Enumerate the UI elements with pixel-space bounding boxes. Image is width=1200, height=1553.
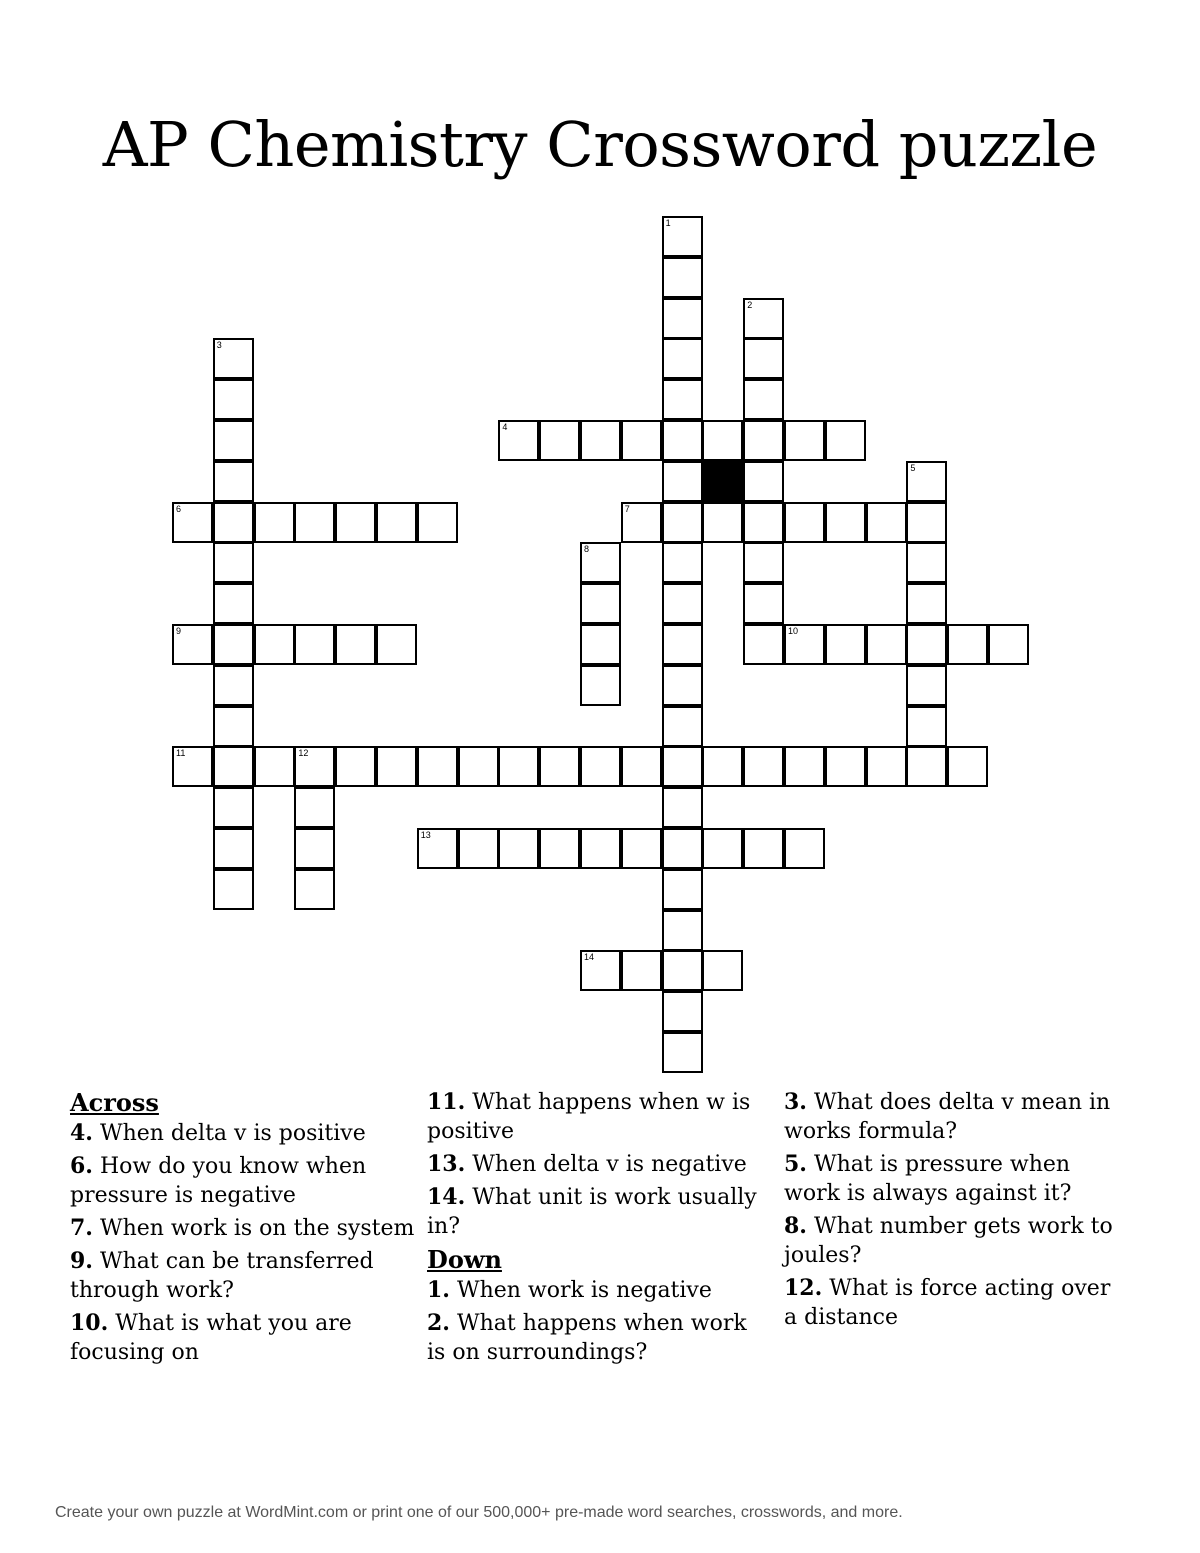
grid-cell[interactable]	[254, 502, 295, 543]
grid-cell[interactable]	[580, 583, 621, 624]
grid-cell[interactable]	[213, 665, 254, 706]
grid-cell[interactable]	[866, 746, 907, 787]
grid-cell[interactable]	[213, 787, 254, 828]
down-heading: Down	[427, 1245, 502, 1274]
grid-cell[interactable]	[702, 420, 743, 461]
clue-across-4: 4. When delta v is positive	[70, 1120, 366, 1146]
clue-number: 7	[624, 503, 630, 514]
grid-cell[interactable]	[906, 502, 947, 543]
grid-cell[interactable]	[662, 991, 703, 1032]
clue-number: 14	[584, 952, 595, 963]
grid-cell[interactable]	[294, 828, 335, 869]
grid-cell[interactable]	[743, 624, 784, 665]
grid-cell[interactable]	[213, 379, 254, 420]
grid-cell[interactable]	[662, 461, 703, 502]
black-cell	[702, 461, 743, 502]
grid-cell[interactable]	[580, 420, 621, 461]
grid-cell[interactable]	[743, 338, 784, 379]
grid-cell[interactable]	[417, 746, 458, 787]
grid-cell[interactable]	[662, 379, 703, 420]
grid-cell[interactable]	[743, 461, 784, 502]
grid-cell[interactable]	[662, 420, 703, 461]
grid-cell[interactable]	[702, 746, 743, 787]
grid-cell[interactable]	[335, 624, 376, 665]
grid-cell[interactable]	[662, 338, 703, 379]
grid-cell[interactable]	[621, 502, 662, 543]
grid-cell[interactable]	[213, 869, 254, 910]
grid-cell[interactable]	[906, 665, 947, 706]
grid-cell[interactable]	[213, 828, 254, 869]
clue-number: 5	[910, 462, 916, 473]
grid-cell[interactable]	[294, 787, 335, 828]
grid-cell[interactable]	[784, 624, 825, 665]
grid-cell[interactable]	[580, 746, 621, 787]
grid-cell[interactable]	[662, 583, 703, 624]
grid-cell[interactable]	[662, 502, 703, 543]
clue-across-10: 10. What is what you are focusing on	[70, 1310, 352, 1365]
grid-cell[interactable]	[743, 746, 784, 787]
clue-number: 6	[176, 503, 182, 514]
grid-cell[interactable]	[825, 746, 866, 787]
grid-cell[interactable]	[294, 502, 335, 543]
clue-number: 2	[747, 299, 753, 310]
grid-cell[interactable]	[784, 420, 825, 461]
clue-number: 10	[788, 626, 799, 636]
grid-cell[interactable]	[784, 828, 825, 869]
grid-cell[interactable]	[335, 502, 376, 543]
grid-cell[interactable]	[621, 746, 662, 787]
grid-cell[interactable]	[784, 502, 825, 543]
grid-cell[interactable]	[294, 624, 335, 665]
grid-cell[interactable]	[784, 746, 825, 787]
grid-cell[interactable]	[213, 746, 254, 787]
grid-cell[interactable]	[906, 624, 947, 665]
grid-cell[interactable]	[172, 624, 213, 665]
grid-cell[interactable]	[662, 746, 703, 787]
clue-down-3: 3. What does delta v mean in works formula?	[784, 1089, 1111, 1144]
grid-cell[interactable]	[662, 910, 703, 951]
grid-cell[interactable]	[213, 420, 254, 461]
clue-down-1: 1. When work is negative	[427, 1277, 712, 1303]
grid-cell[interactable]	[213, 502, 254, 543]
grid-cell[interactable]	[906, 746, 947, 787]
clue-down-12: 12. What is force acting over a distance	[784, 1275, 1111, 1330]
clue-across-7: 7. When work is on the system	[70, 1215, 415, 1241]
grid-cell[interactable]	[580, 665, 621, 706]
grid-cell[interactable]	[702, 950, 743, 991]
grid-cell[interactable]	[621, 828, 662, 869]
grid-cell[interactable]	[376, 746, 417, 787]
clue-down-5: 5. What is pressure when work is always against it?	[784, 1151, 1072, 1206]
clue-across-14: 14. What unit is work usually in?	[427, 1184, 757, 1239]
grid-cell[interactable]	[743, 502, 784, 543]
grid-cell[interactable]	[662, 216, 703, 257]
grid-cell[interactable]	[580, 950, 621, 991]
grid-cell[interactable]	[376, 624, 417, 665]
clue-number: 8	[584, 544, 590, 555]
clues-column-3	[784, 1088, 1124, 1336]
grid-cell[interactable]	[947, 624, 988, 665]
grid-cell[interactable]	[662, 828, 703, 869]
grid-cell[interactable]	[172, 502, 213, 543]
grid-cell[interactable]	[662, 787, 703, 828]
clue-number: 12	[298, 748, 309, 759]
clue-number: 9	[176, 626, 182, 636]
clues-column-1	[70, 1088, 420, 1371]
clue-number: 13	[420, 830, 431, 840]
grid-cell[interactable]	[213, 338, 254, 379]
grid-cell[interactable]	[621, 420, 662, 461]
clue-across-13: 13. When delta v is negative	[427, 1151, 747, 1177]
grid-cell[interactable]	[458, 828, 499, 869]
clue-down-2: 2. What happens when work is on surroundings?	[427, 1310, 747, 1365]
grid-cell[interactable]	[498, 828, 539, 869]
grid-cell[interactable]	[825, 624, 866, 665]
grid-cell[interactable]	[580, 624, 621, 665]
clue-down-8: 8. What number gets work to joules?	[784, 1213, 1113, 1268]
grid-cell[interactable]	[254, 746, 295, 787]
grid-cell[interactable]	[906, 461, 947, 502]
grid-cell[interactable]	[825, 420, 866, 461]
clue-across-11: 11. What happens when w is positive	[427, 1089, 751, 1144]
page-title: AP Chemistry Crossword puzzle	[102, 108, 1098, 181]
clues-column-2	[427, 1088, 767, 1371]
grid-cell[interactable]	[906, 583, 947, 624]
grid-cell[interactable]	[866, 624, 907, 665]
grid-cell[interactable]	[702, 828, 743, 869]
grid-cell[interactable]	[376, 502, 417, 543]
grid-cell[interactable]	[458, 746, 499, 787]
grid-cell[interactable]	[743, 298, 784, 339]
grid-cell[interactable]	[213, 542, 254, 583]
clue-across-9: 9. What can be transferred through work?	[70, 1248, 374, 1303]
grid-cell[interactable]	[662, 257, 703, 298]
across-heading: Across	[70, 1088, 159, 1117]
clue-number: 3	[216, 340, 222, 351]
grid-cell[interactable]	[417, 502, 458, 543]
clue-across-6: 6. How do you know when pressure is negative	[70, 1153, 367, 1208]
grid-cell[interactable]	[539, 746, 580, 787]
grid-cell[interactable]	[254, 624, 295, 665]
grid-cell[interactable]	[498, 746, 539, 787]
clue-number: 11	[176, 748, 186, 759]
grid-cell[interactable]	[906, 542, 947, 583]
grid-cell[interactable]	[213, 583, 254, 624]
grid-cell[interactable]	[662, 706, 703, 747]
grid-cell[interactable]	[662, 542, 703, 583]
grid-cell[interactable]	[988, 624, 1029, 665]
grid-cell[interactable]	[213, 624, 254, 665]
grid-cell[interactable]	[662, 665, 703, 706]
grid-cell[interactable]	[580, 828, 621, 869]
grid-cell[interactable]	[702, 502, 743, 543]
grid-cell[interactable]	[294, 746, 335, 787]
grid-cell[interactable]	[662, 950, 703, 991]
grid-cell[interactable]	[172, 746, 213, 787]
grid-cell[interactable]	[498, 420, 539, 461]
grid-cell[interactable]	[539, 420, 580, 461]
grid-cell[interactable]	[662, 298, 703, 339]
grid-cell[interactable]	[947, 746, 988, 787]
grid-cell[interactable]	[213, 461, 254, 502]
grid-cell[interactable]	[825, 502, 866, 543]
grid-cell[interactable]	[743, 379, 784, 420]
footer-credit: Create your own puzzle at WordMint.com or print one of our 500,000+ pre-made word searches, crosswords, and more.	[55, 1504, 903, 1521]
grid-cell[interactable]	[743, 583, 784, 624]
clue-number: 1	[665, 218, 671, 228]
grid-cell[interactable]	[743, 828, 784, 869]
grid-cell[interactable]	[662, 624, 703, 665]
grid-cell[interactable]	[662, 1032, 703, 1073]
grid-cell[interactable]	[743, 542, 784, 583]
grid-cell[interactable]	[621, 950, 662, 991]
grid-cell[interactable]	[335, 746, 376, 787]
grid-cell[interactable]	[539, 828, 580, 869]
grid-cell[interactable]	[417, 828, 458, 869]
grid-cell[interactable]	[906, 706, 947, 747]
grid-cell[interactable]	[580, 542, 621, 583]
clue-number: 4	[502, 422, 508, 432]
grid-cell[interactable]	[866, 502, 907, 543]
grid-cell[interactable]	[294, 869, 335, 910]
grid-cell[interactable]	[213, 706, 254, 747]
grid-cell[interactable]	[662, 869, 703, 910]
grid-cell[interactable]	[743, 420, 784, 461]
